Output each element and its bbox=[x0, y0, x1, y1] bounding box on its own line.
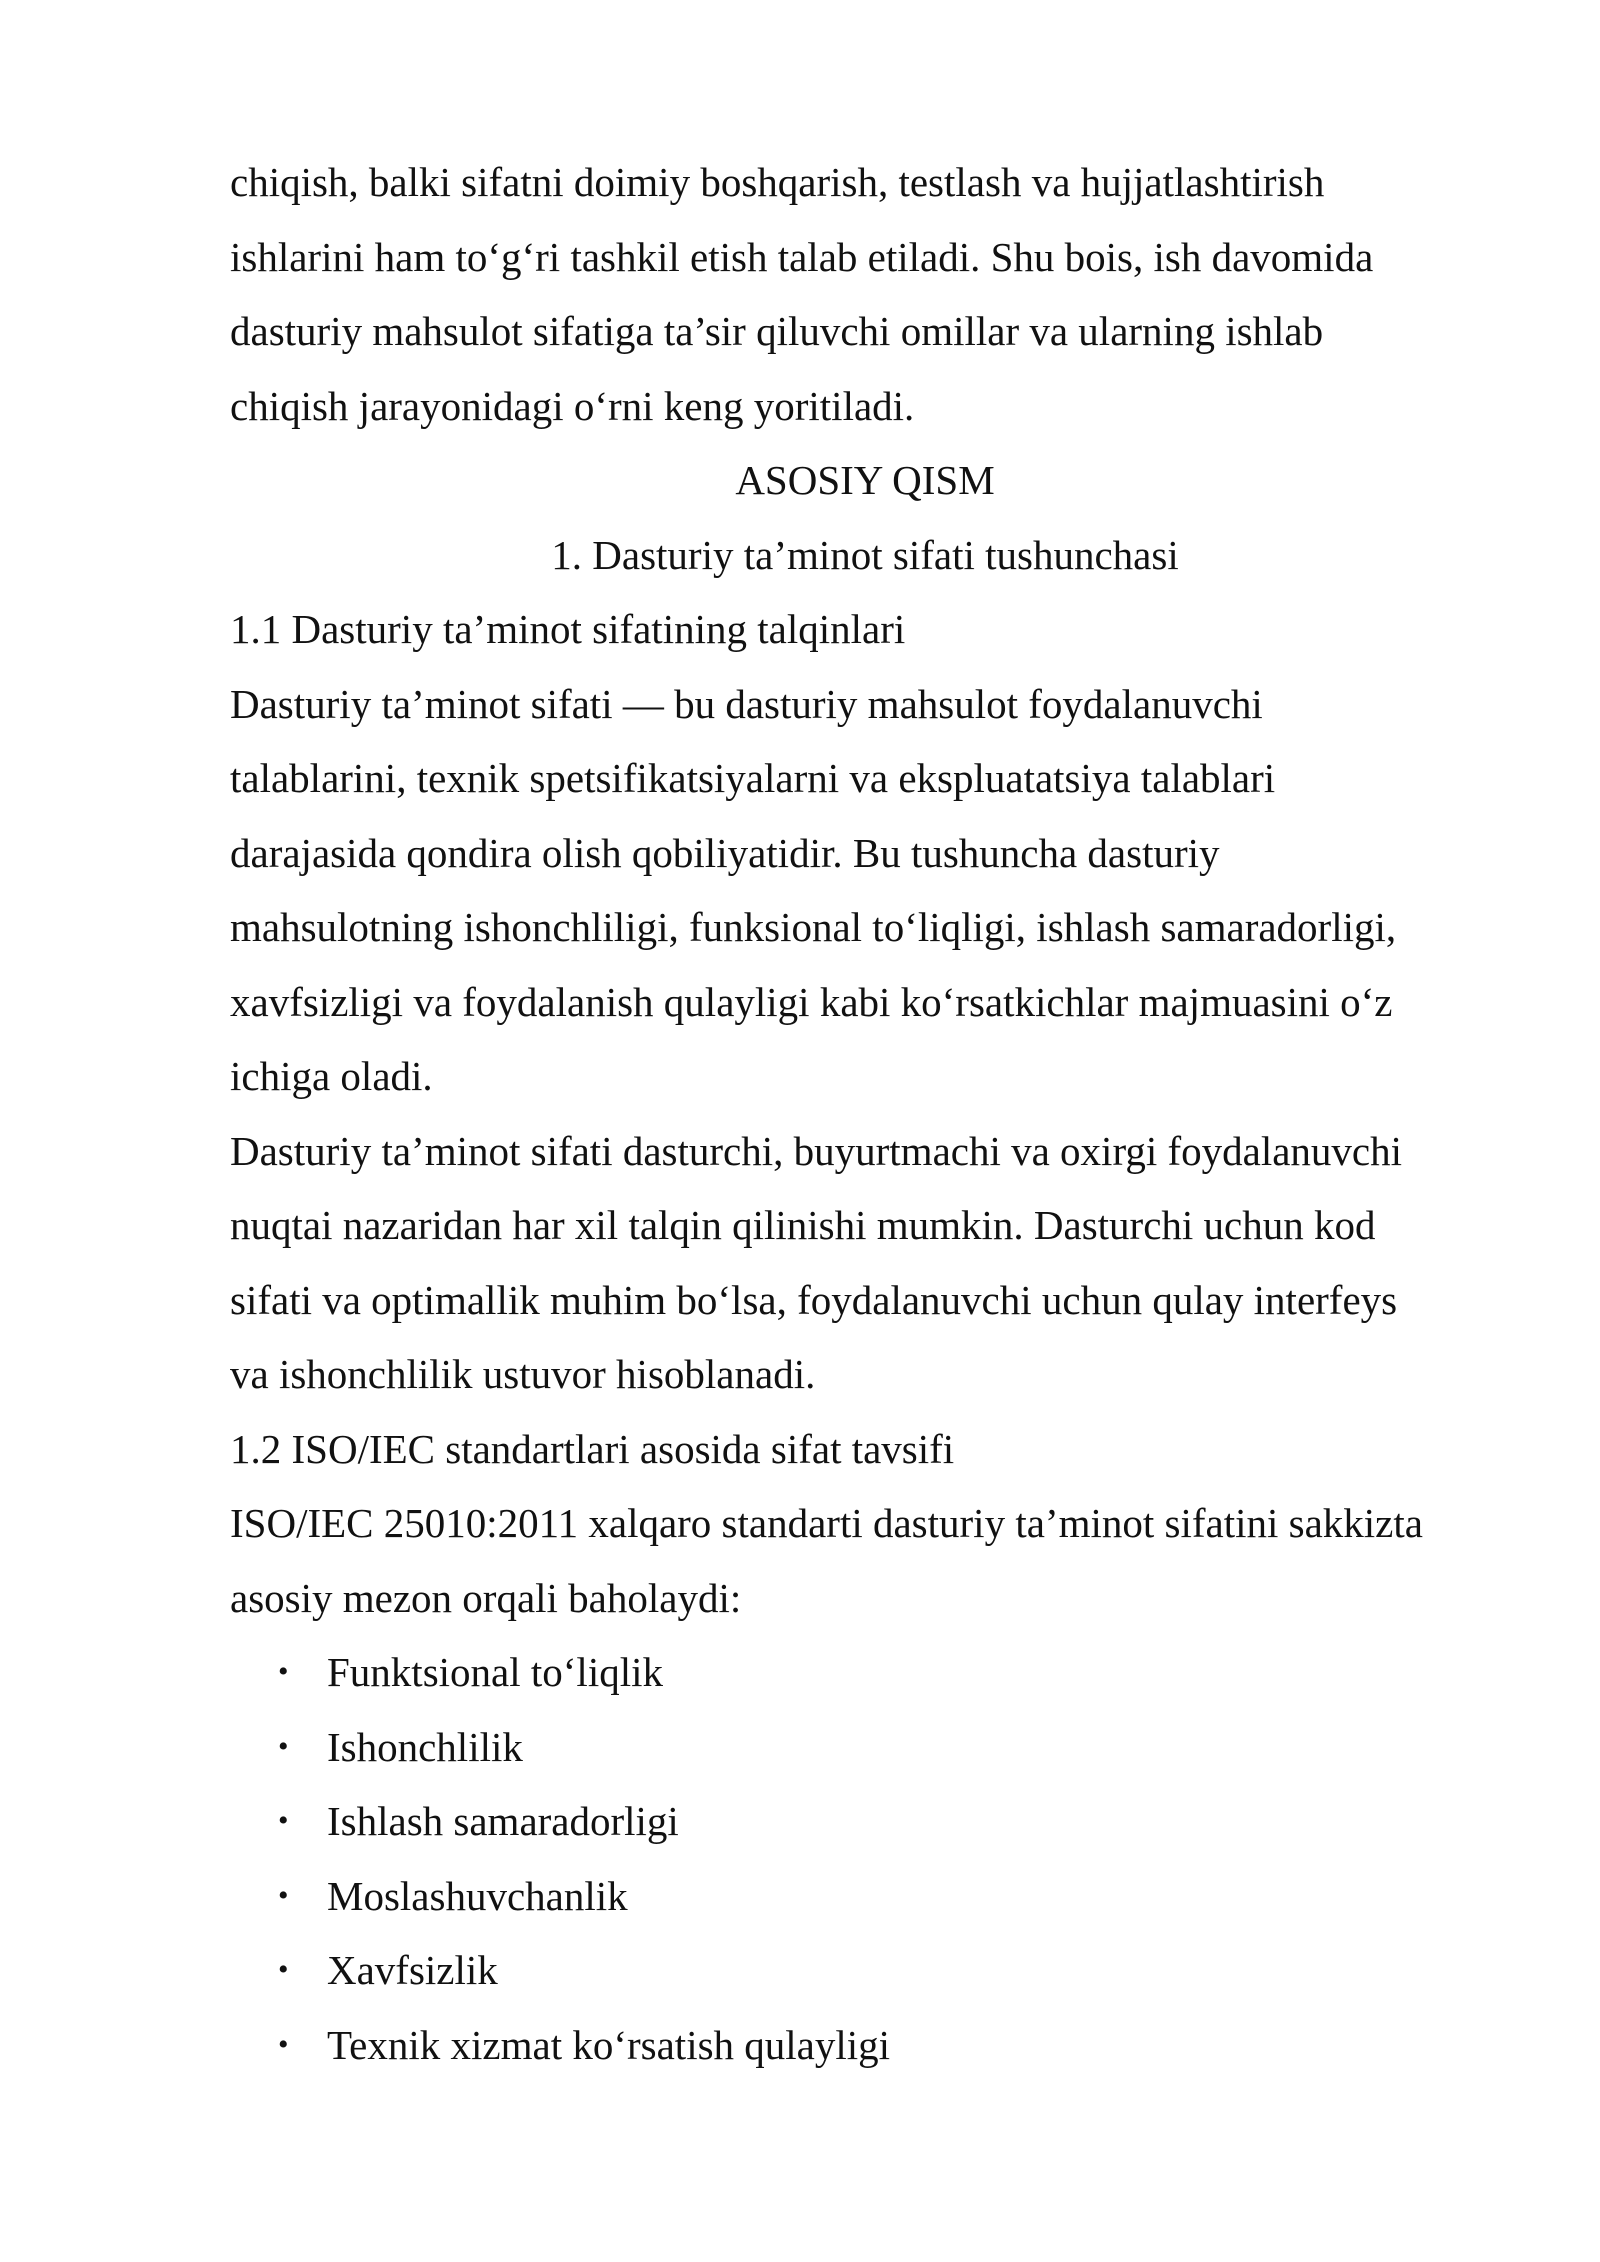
list-item-text: Texnik xizmat ko‘rsatish qulayligi bbox=[327, 2021, 891, 2068]
list-item-text: Xavfsizlik bbox=[327, 1947, 498, 1993]
text-line: ishlarini ham to‘g‘ri tashkil etish talab etiladi. Shu bois, ish davomida bbox=[230, 233, 1374, 280]
text-line: talablarini, texnik spetsifikatsiyalarni va ekspluatatsiya talablari bbox=[230, 755, 1276, 801]
list-item-text: Ishonchlilik bbox=[327, 1723, 523, 1770]
text-line: Dasturiy ta’minot sifati dasturchi, buyurtmachi va oxirgi foydalanuvchi bbox=[230, 1127, 1403, 1174]
subsection-1-2-paragraph bbox=[230, 1486, 1500, 1635]
text-line: xavfsizligi va foydalanish qulayligi kabi ko‘rsatkichlar majmuasini o‘z bbox=[230, 978, 1393, 1025]
document-content bbox=[230, 145, 1500, 2082]
list-item bbox=[230, 2008, 1500, 2083]
text-line: chiqish, balki sifatni doimiy boshqarish, testlash va hujjatlashtirish bbox=[230, 159, 1325, 205]
intro-paragraph bbox=[230, 145, 1500, 443]
subsection-1-1-paragraph-2 bbox=[230, 1114, 1500, 1412]
text-line: asosiy mezon orqali baholaydi: bbox=[230, 1574, 742, 1621]
quality-criteria-list bbox=[230, 1635, 1500, 2082]
text-line: ISO/IEC 25010:2011 xalqaro standarti dasturiy ta’minot sifatini sakkizta bbox=[230, 1500, 1423, 1546]
subsection-1-1-title: 1.1 Dasturiy ta’minot sifatining talqinlari bbox=[230, 606, 906, 652]
list-item bbox=[230, 1710, 1500, 1785]
bullet-icon: • bbox=[278, 1729, 289, 1763]
text-line: chiqish jarayonidagi o‘rni keng yoritiladi. bbox=[230, 382, 915, 429]
list-item-text: Funktsional to‘liqlik bbox=[327, 1649, 663, 1695]
list-item-text: Ishlash samaradorligi bbox=[327, 1798, 679, 1844]
text-line: Dasturiy ta’minot sifati — bu dasturiy mahsulot foydalanuvchi bbox=[230, 680, 1263, 727]
bullet-icon: • bbox=[278, 1953, 289, 1986]
text-line: va ishonchlilik ustuvor hisoblanadi. bbox=[230, 1351, 816, 1397]
subsection-1-2-title: 1.2 ISO/IEC standartlari asosida sifat tavsifi bbox=[230, 1425, 955, 1472]
subsection-1-1-paragraph-1 bbox=[230, 667, 1500, 1114]
text-line: darajasida qondira olish qobiliyatidir. Bu tushuncha dasturiy bbox=[230, 829, 1220, 876]
section-heading: 1. Dasturiy ta’minot sifati tushunchasi bbox=[551, 531, 1179, 578]
text-line: ichiga oladi. bbox=[230, 1053, 433, 1099]
text-line: sifati va optimallik muhim bo‘lsa, foydalanuvchi uchun qulay interfeys bbox=[230, 1276, 1398, 1323]
bullet-icon: • bbox=[278, 2027, 289, 2061]
list-item bbox=[230, 1784, 1500, 1859]
text-line: dasturiy mahsulot sifatiga ta’sir qiluvchi omillar va ularning ishlab bbox=[230, 308, 1324, 354]
bullet-icon: • bbox=[278, 1878, 289, 1912]
list-item bbox=[230, 1859, 1500, 1934]
text-line: nuqtai nazaridan har xil talqin qilinishi mumkin. Dasturchi uchun kod bbox=[230, 1202, 1376, 1248]
list-item bbox=[230, 1635, 1500, 1710]
bullet-icon: • bbox=[278, 1655, 289, 1688]
list-item bbox=[230, 1933, 1500, 2008]
main-heading: ASOSIY QISM bbox=[735, 457, 995, 503]
list-item-text: Moslashuvchanlik bbox=[327, 1872, 628, 1919]
text-line: mahsulotning ishonchliligi, funksional to‘liqligi, ishlash samaradorligi, bbox=[230, 904, 1397, 950]
bullet-icon: • bbox=[278, 1804, 289, 1837]
